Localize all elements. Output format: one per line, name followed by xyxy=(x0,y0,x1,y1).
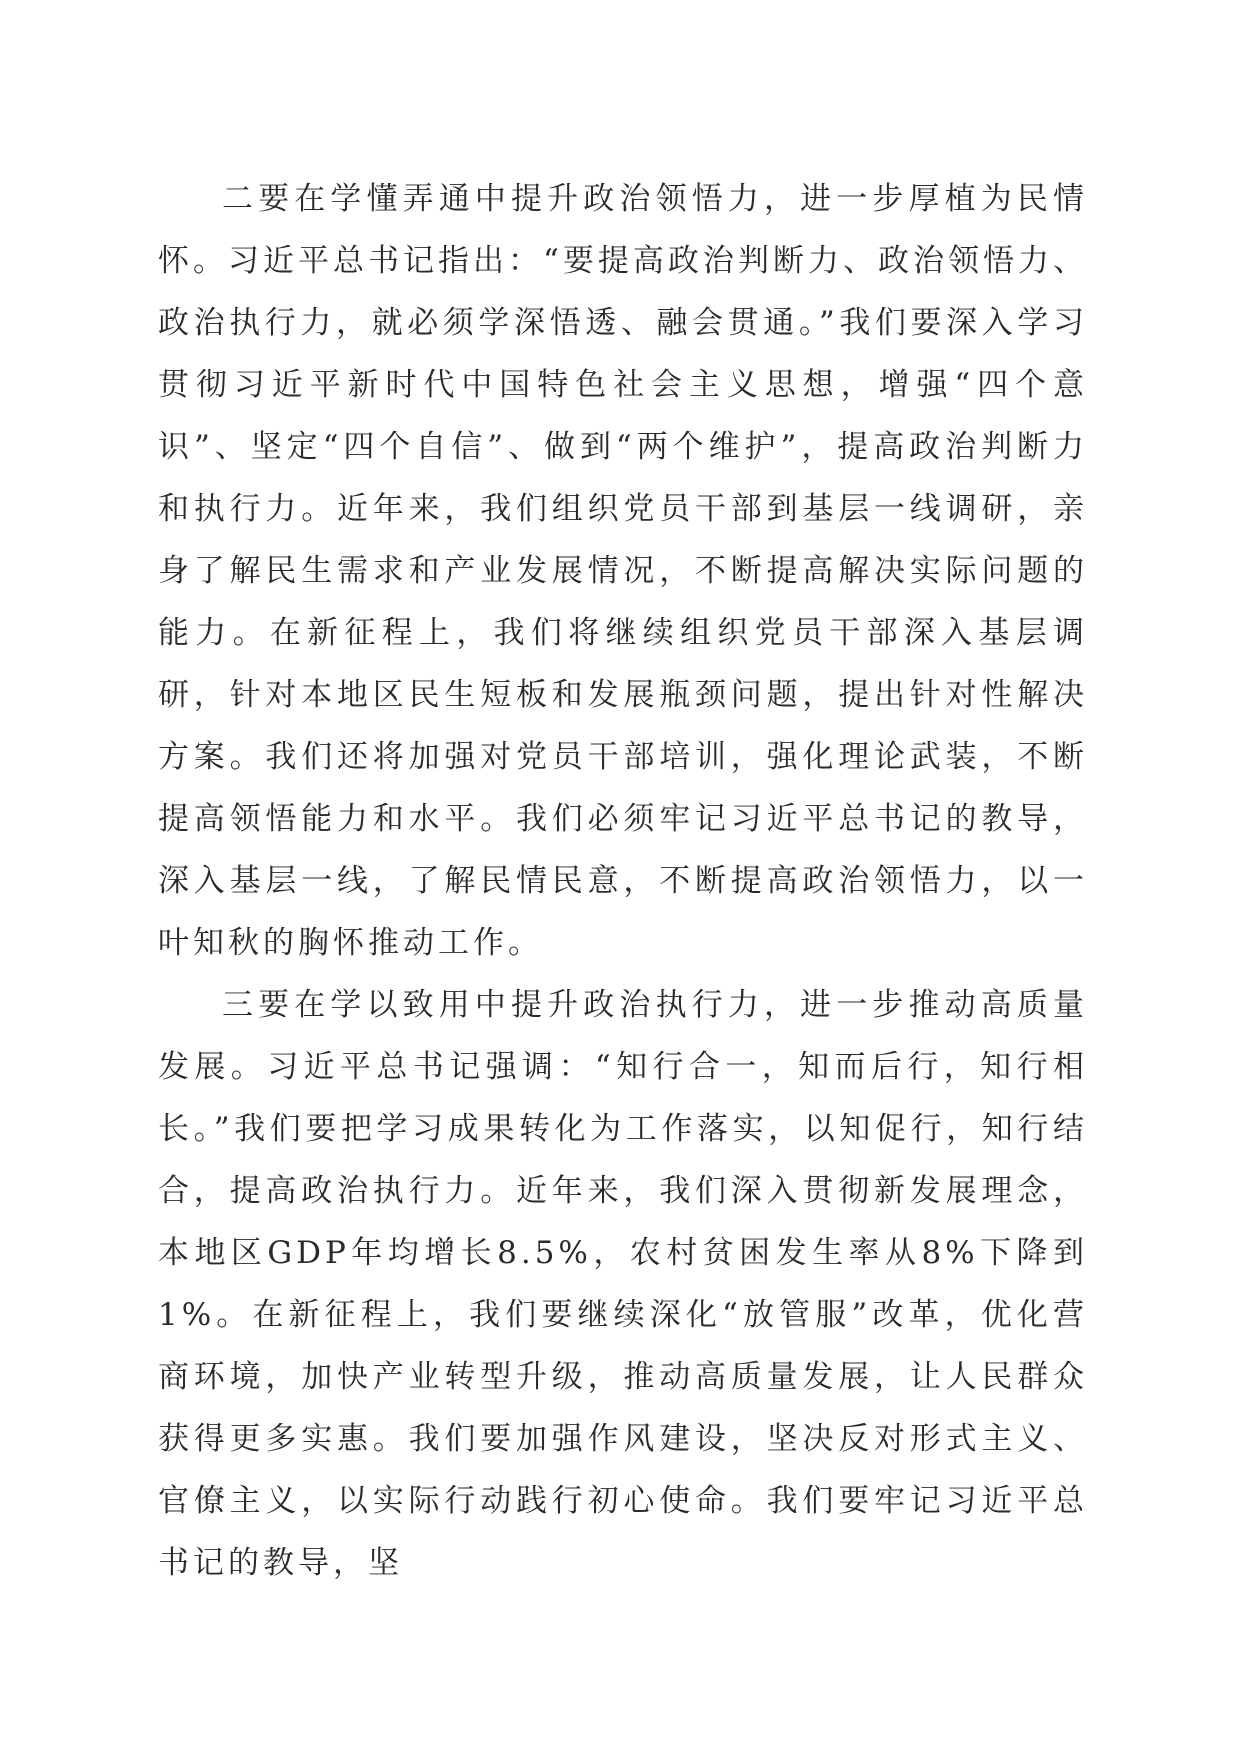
document-body xyxy=(158,168,1088,1594)
paragraph-political-understanding: 二要在学懂弄通中提升政治领悟力，进一步厚植为民情怀。习近平总书记指出：“要提高政治判断力、政治领悟力、政治执行力，就必须学深悟透、融会贯通。”我们要深入学习贯彻习近平新时代中国特色社会主义思想，增强“四个意识”、坚定“四个自信”、做到“两个维护”，提高政治判断力和执行力。近年来，我们组织党员干部到基层一线调研，亲身了解民生需求和产业发展情况，不断提高解决实际问题的能力。在新征程上，我们将继续组织党员干部深入基层调研，针对本地区民生短板和发展瓶颈问题，提出针对性解决方案。我们还将加强对党员干部培训，强化理论武装，不断提高领悟能力和水平。我们必须牢记习近平总书记的教导，深入基层一线，了解民情民意，不断提高政治领悟力，以一叶知秋的胸怀推动工作。 xyxy=(158,181,1088,961)
paragraph-political-execution: 三要在学以致用中提升政治执行力，进一步推动高质量发展。习近平总书记强调：“知行合一，知而后行，知行相长。”我们要把学习成果转化为工作落实，以知促行，知行结合，提高政治执行力。近年来，我们深入贯彻新发展理念，本地区GDP年均增长8.5%，农村贫困发生率从8%下降到1%。在新征程上，我们要继续深化“放管服”改革，优化营商环境，加快产业转型升级，推动高质量发展，让人民群众获得更多实惠。我们要加强作风建设，坚决反对形式主义、官僚主义，以实际行动践行初心使命。我们要牢记习近平总书记的教导，坚 xyxy=(158,987,1088,1581)
